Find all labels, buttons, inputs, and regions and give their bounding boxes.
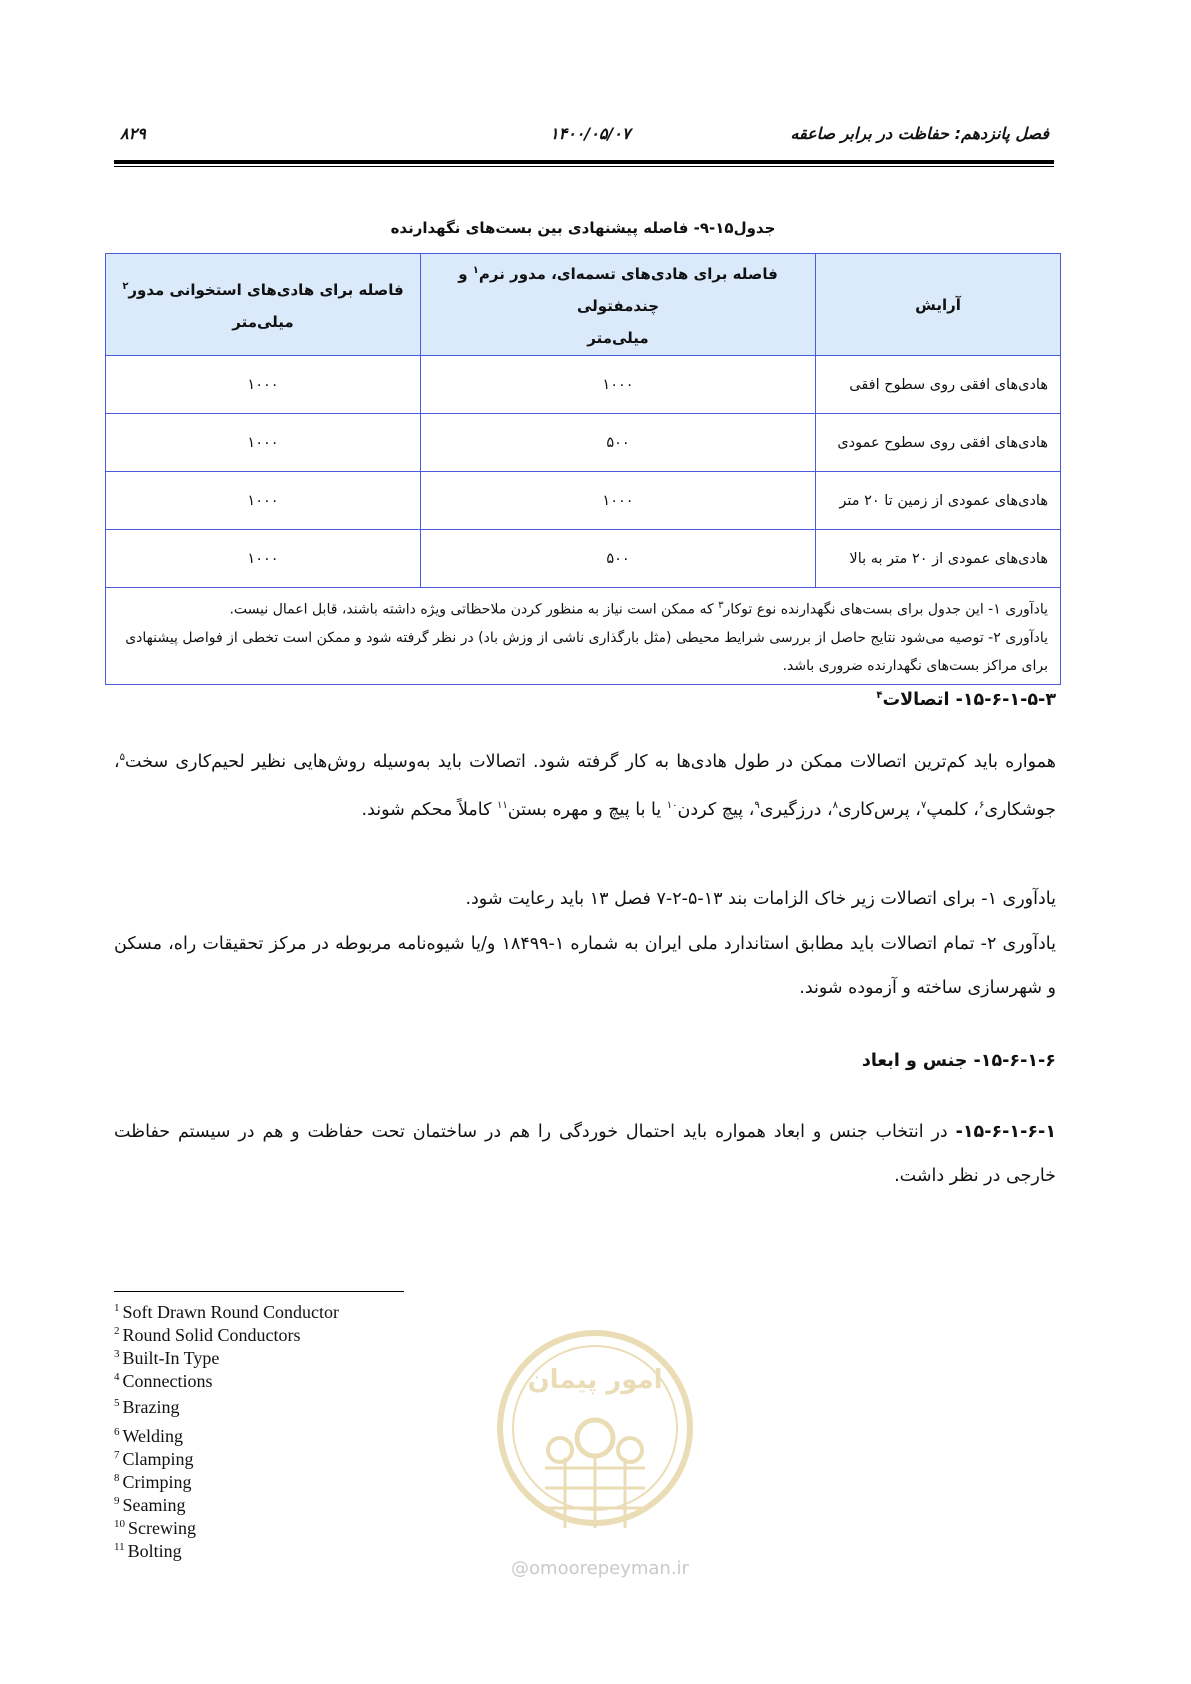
table-row bbox=[106, 414, 1061, 472]
connections-note-1: یادآوری ۱- برای اتصالات زیر خاک الزامات بند ۱۳-۵-۲-۷ فصل ۱۳ باید رعایت شود. bbox=[465, 889, 1056, 909]
page-number: ۸۲۹ bbox=[120, 124, 146, 143]
footnote: $^{10}$ Screwing bbox=[114, 1518, 196, 1538]
header-strip-conductors: فاصله برای هادی‌های تسمه‌ای، مدور نرم$^۱$ و چندمفتولی میلی‌متر bbox=[421, 254, 816, 356]
footnote: $^9$ Seaming bbox=[114, 1495, 186, 1515]
header-date: ۱۴۰۰/۰۵/۰۷ bbox=[550, 124, 631, 143]
watermark-logo-icon bbox=[475, 1318, 715, 1598]
spacing-table bbox=[105, 253, 1061, 685]
chapter-title: فصل پانزدهم: حفاظت در برابر صاعقه bbox=[790, 124, 1049, 143]
paragraph-material: ۱۵-۶-۱-۶-۱- در انتخاب جنس و ابعاد همواره باید احتمال خوردگی را هم در ساختمان تحت حفاظت و هم در سیستم حفاظت خارجی در نظر داشت. bbox=[114, 1122, 1056, 1186]
cell-solid: ۱۰۰۰ bbox=[106, 530, 421, 588]
footnote: $^{11}$ Bolting bbox=[114, 1541, 182, 1561]
table-row bbox=[106, 530, 1061, 588]
table-row bbox=[106, 472, 1061, 530]
running-header bbox=[0, 118, 1191, 152]
connections-note-2: یادآوری ۲- تمام اتصالات باید مطابق استاندارد ملی ایران به شماره ۱-۱۸۴۹۹ و/یا شیوه‌نامه مربوطه در مرکز تحقیقات راه، مسکن و شهرسازی ساخته و آزموده شوند. bbox=[114, 934, 1056, 998]
cell-arrangement: هادی‌های عمودی از ۲۰ متر به بالا bbox=[816, 530, 1061, 588]
footnote-rule bbox=[114, 1291, 404, 1292]
cell-arrangement: هادی‌های عمودی از زمین تا ۲۰ متر bbox=[816, 472, 1061, 530]
footnote: $^1$ Soft Drawn Round Conductor bbox=[114, 1302, 339, 1322]
header-solid-unit: میلی‌متر bbox=[232, 313, 294, 331]
table-note-1: یادآوری ۱- این جدول برای بست‌های نگهدارنده نوع توکار$^۳$ که ممکن است نیاز به منظور کردن ملاحظاتی ویژه داشته باشند، قابل اعمال نیست. bbox=[229, 600, 1048, 618]
cell-arrangement: هادی‌های افقی روی سطوح افقی bbox=[816, 356, 1061, 414]
cell-strip: ۱۰۰۰ bbox=[421, 472, 816, 530]
table-caption: جدول۱۵-۹- فاصله پیشنهادی بین بست‌های نگهدارنده bbox=[390, 219, 776, 237]
header-arrangement: آرایش bbox=[816, 254, 1061, 356]
table-row bbox=[106, 356, 1061, 414]
paragraph-connections: همواره باید کم‌ترین اتصالات ممکن در طول هادی‌ها به کار گرفته شود. اتصالات باید به‌وسیله روش‌هایی نظیر لحیم‌کاری سخت$^۵$، جوشکاری$^۶$، کلمپ$^۷$، پرس‌کاری$^۸$، درزگیری$^۹$، پیچ کردن$^{۱۰}$ یا با پیچ و مهره بستن$^{۱۱}$ کاملاً محکم شوند. bbox=[114, 751, 1056, 820]
clause-number: ۱۵-۶-۱-۶-۱- bbox=[955, 1122, 1056, 1142]
cell-arrangement: هادی‌های افقی روی سطوح عمودی bbox=[816, 414, 1061, 472]
section-heading-material: ۱۵-۶-۱-۶- جنس و ابعاد bbox=[861, 1051, 1056, 1071]
footnote: $^7$ Clamping bbox=[114, 1449, 194, 1469]
footnote: $^2$ Round Solid Conductors bbox=[114, 1325, 301, 1345]
header-strip-unit: میلی‌متر bbox=[587, 329, 649, 347]
table-notes bbox=[106, 588, 1061, 685]
table-notes-row bbox=[106, 588, 1061, 685]
watermark-url: @omoorepeyman.ir bbox=[511, 1558, 689, 1579]
footnote: $^4$ Connections bbox=[114, 1371, 213, 1391]
footnote: $^3$ Built-In Type bbox=[114, 1348, 220, 1368]
footnote: $^6$ Welding bbox=[114, 1426, 184, 1446]
cell-solid: ۱۰۰۰ bbox=[106, 472, 421, 530]
cell-strip: ۱۰۰۰ bbox=[421, 356, 816, 414]
header-solid-conductors: فاصله برای هادی‌های استخوانی مدور$^۲$ میلی‌متر bbox=[106, 254, 421, 356]
header-rule-thin bbox=[114, 166, 1054, 167]
cell-strip: ۵۰۰ bbox=[421, 530, 816, 588]
cell-solid: ۱۰۰۰ bbox=[106, 414, 421, 472]
table-note-2: یادآوری ۲- توصیه می‌شود نتایج حاصل از بررسی شرایط محیطی (مثل بارگذاری ناشی از وزش باد) در نظر گرفته شود و ممکن است تخطی از فواصل پیشنهادی برای مراکز بست‌های نگهدارنده ضروری باشد. bbox=[125, 629, 1048, 674]
cell-strip: ۵۰۰ bbox=[421, 414, 816, 472]
header-rule-thick bbox=[114, 160, 1054, 164]
section-heading-connections: ۱۵-۶-۱-۵-۳- اتصالات$^۴$ bbox=[876, 690, 1056, 710]
watermark-logo-text: امور پیمان bbox=[527, 1365, 663, 1395]
cell-solid: ۱۰۰۰ bbox=[106, 356, 421, 414]
footnote: $^8$ Crimping bbox=[114, 1472, 192, 1492]
footnote: $^5$ Brazing bbox=[114, 1397, 180, 1417]
table-header-row bbox=[106, 254, 1061, 356]
